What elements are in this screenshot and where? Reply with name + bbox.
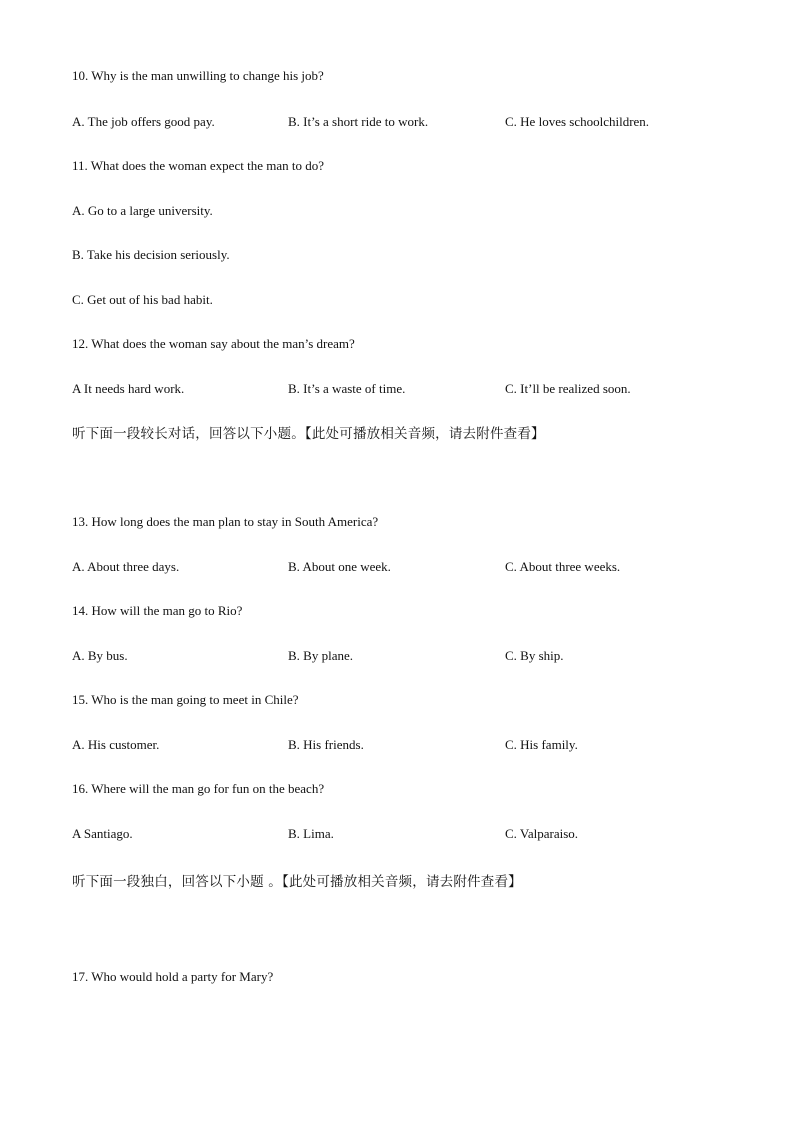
option-16c: C. Valparaiso. xyxy=(505,826,579,841)
option-10b: B. It’s a short ride to work. xyxy=(288,114,429,129)
option-10a: A. The job offers good pay. xyxy=(72,114,215,129)
option-14a: A. By bus. xyxy=(72,648,128,663)
option-16b: B. Lima. xyxy=(288,826,334,841)
question-12: 12. What does the woman say about the man’s dream? xyxy=(72,336,355,351)
option-12c: C. It’ll be realized soon. xyxy=(505,381,631,396)
question-16: 16. Where will the man go for fun on the beach? xyxy=(72,781,325,796)
question-15: 15. Who is the man going to meet in Chile? xyxy=(72,692,299,707)
option-15b: B. His friends. xyxy=(288,737,364,752)
option-14b: B. By plane. xyxy=(288,648,353,663)
question-17: 17. Who would hold a party for Mary? xyxy=(72,969,274,984)
option-16a: A Santiago. xyxy=(72,826,133,841)
option-15a: A. His customer. xyxy=(72,737,160,752)
option-11a: A. Go to a large university. xyxy=(72,203,213,218)
option-12a: A It needs hard work. xyxy=(72,381,185,396)
listening-instruction-2: 听下面一段独白，回答以下小题 。【此处可播放相关音频，请去附件查看】 xyxy=(72,874,522,890)
question-11: 11. What does the woman expect the man to do? xyxy=(72,158,324,173)
option-15c: C. His family. xyxy=(505,737,578,752)
listening-instruction-1: 听下面一段较长对话，回答以下小题。【此处可播放相关音频，请去附件查看】 xyxy=(72,426,545,442)
option-14c: C. By ship. xyxy=(505,648,564,663)
option-13c: C. About three weeks. xyxy=(505,559,621,574)
question-10: 10. Why is the man unwilling to change his job? xyxy=(72,68,324,83)
option-10c: C. He loves schoolchildren. xyxy=(505,114,650,129)
question-13: 13. How long does the man plan to stay in South America? xyxy=(72,514,379,529)
question-14: 14. How will the man go to Rio? xyxy=(72,603,243,618)
option-11c: C. Get out of his bad habit. xyxy=(72,292,213,307)
option-11b: B. Take his decision seriously. xyxy=(72,247,230,262)
option-13b: B. About one week. xyxy=(288,559,391,574)
option-13a: A. About three days. xyxy=(72,559,180,574)
option-12b: B. It’s a waste of time. xyxy=(288,381,406,396)
